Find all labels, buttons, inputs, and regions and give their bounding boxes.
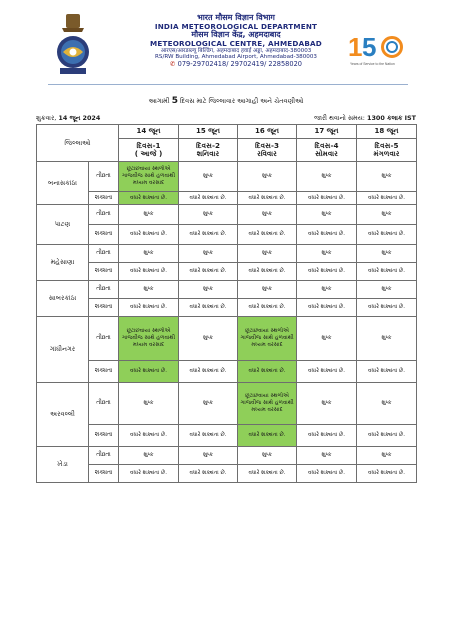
intensity-label: તીવ્રતા <box>89 205 119 225</box>
district-intensity-row <box>37 317 417 361</box>
intensity-cell: શુષ્ક <box>357 162 417 192</box>
district-column-header: જિલ્લાઓ <box>37 125 119 162</box>
district-probability-row <box>37 263 417 281</box>
probability-cell: વધારે શક્યતા છે. <box>179 425 238 447</box>
intensity-cell: શુષ્ક <box>238 205 297 225</box>
intensity-cell: શુષ્ક <box>119 205 179 225</box>
intensity-cell: શુષ્ક <box>179 205 238 225</box>
probability-cell: વધારે શક્યતા છે. <box>238 361 297 383</box>
day-header <box>297 139 357 162</box>
probability-cell: વધારે શક્યતા છે. <box>179 361 238 383</box>
national-emblem-logo <box>52 12 94 76</box>
centre-english: METEOROLOGICAL CENTRE, AHMEDABAD <box>150 38 322 48</box>
intensity-cell: છૂટાછવાયા સ્થળોએ ગાજવીજ સાથે હળવાથી મધ્યમ વરસાદ <box>119 317 179 361</box>
probability-cell: વધારે શક્યતા છે. <box>357 225 417 245</box>
probability-cell: વધારે શક્યતા છે. <box>357 361 417 383</box>
intensity-cell: શુષ્ક <box>357 383 417 425</box>
intensity-cell: શુષ્ક <box>297 205 357 225</box>
probability-cell: વધારે શક્યતા છે. <box>297 465 357 483</box>
intensity-cell: શુષ્ક <box>357 447 417 465</box>
intensity-cell: શુષ્ક <box>119 447 179 465</box>
intensity-cell: શુષ્ક <box>238 447 297 465</box>
intensity-label: તીવ્રતા <box>89 447 119 465</box>
date-header: 14 જૂન <box>119 125 179 139</box>
probability-cell: વધારે શક્યતા છે. <box>297 361 357 383</box>
headline-prefix: આગામી <box>148 97 170 105</box>
district-intensity-row <box>37 383 417 425</box>
probability-cell: વધારે શક્યતા છે. <box>119 425 179 447</box>
probability-cell: વધારે શક્યતા છે. <box>238 225 297 245</box>
day-number: દિવસ-5 <box>374 140 399 150</box>
probability-cell: વધારે શક્યતા છે. <box>119 299 179 317</box>
day-header <box>179 139 238 162</box>
probability-cell: વધારે શક્યતા છે. <box>297 225 357 245</box>
intensity-cell: શુષ્ક <box>238 162 297 192</box>
probability-cell: વધારે શક્યતા છે. <box>357 425 417 447</box>
probability-cell: વધારે શક્યતા છે. <box>238 465 297 483</box>
probability-cell: વધારે શક્યતા છે. <box>179 299 238 317</box>
address-hindi: आरएस/आरडब्ल्यू बिल्डिंग, अहमदाबाद हवाई अड्डा, अहमदाबाद-380003 <box>160 48 312 55</box>
district-name: સાબરકાંઠા <box>37 281 89 317</box>
svg-text:1: 1 <box>348 32 363 62</box>
intensity-cell: શુષ્ક <box>297 245 357 263</box>
intensity-cell: શુષ્ક <box>119 383 179 425</box>
probability-cell: વધારે શક્યતા છે. <box>179 225 238 245</box>
probability-cell: વધારે શક્યતા છે. <box>357 263 417 281</box>
probability-cell: વધારે શક્યતા છે. <box>119 225 179 245</box>
day-number: દિવસ-1 <box>136 140 161 150</box>
svg-text:5: 5 <box>362 32 377 62</box>
district-probability-row <box>37 225 417 245</box>
intensity-cell: શુષ્ક <box>357 205 417 225</box>
forecast-table <box>36 124 417 483</box>
district-probability-row <box>37 192 417 205</box>
centre-hindi: मौसम विज्ञान केंद्र, अहमदाबाद <box>191 30 281 40</box>
probability-cell: વધારે શક્યતા છે. <box>179 465 238 483</box>
probability-cell: વધારે શક્યતા છે. <box>297 192 357 205</box>
issue-time <box>314 114 416 123</box>
issue-date-value: 14 જૂન 2024 <box>58 114 101 122</box>
probability-cell: વધારે શક્યતા છે. <box>357 192 417 205</box>
district-name: મહેસાણા <box>37 245 89 281</box>
probability-label: શક્યતા <box>89 361 119 383</box>
district-name: બનાસકાંઠા <box>37 162 89 205</box>
intensity-cell: શુષ્ક <box>238 281 297 299</box>
probability-cell: વધારે શક્યતા છે. <box>119 465 179 483</box>
intensity-label: તીવ્રતા <box>89 245 119 263</box>
probability-cell: વધારે શક્યતા છે. <box>179 263 238 281</box>
title-hindi: भारत मौसम विज्ञान विभाग <box>197 13 275 22</box>
probability-label: શક્યતા <box>89 465 119 483</box>
probability-label: શક્યતા <box>89 425 119 447</box>
district-probability-row <box>37 425 417 447</box>
district-name: ગાંધીનગર <box>37 317 89 383</box>
district-probability-row <box>37 361 417 383</box>
intensity-label: તીવ્રતા <box>89 281 119 299</box>
issue-time-value: 1300 કલાક IST <box>367 114 416 122</box>
date-header-row <box>37 125 417 139</box>
probability-cell: વધારે શક્યતા છે. <box>119 361 179 383</box>
probability-cell: વધારે શક્યતા છે. <box>119 192 179 205</box>
intensity-cell: શુષ્ક <box>179 317 238 361</box>
day-name: રવિવાર <box>257 149 277 158</box>
forecast-headline <box>0 96 452 106</box>
day-number: દિવસ-2 <box>196 140 220 150</box>
issue-weekday: શુક્રવાર, <box>36 114 57 122</box>
forecast-table-body <box>37 162 417 483</box>
probability-cell: વધારે શક્યતા છે. <box>297 263 357 281</box>
intensity-cell: શુષ્ક <box>179 447 238 465</box>
district-name: અરવલ્લી <box>37 383 89 447</box>
probability-label: શક્યતા <box>89 299 119 317</box>
phone-numbers <box>118 61 354 68</box>
probability-cell: વધારે શક્યતા છે. <box>238 299 297 317</box>
day-number: દિવસ-3 <box>255 140 279 150</box>
day-number: દિવસ-4 <box>314 140 339 150</box>
intensity-cell: શુષ્ક <box>357 317 417 361</box>
probability-cell: વધારે શક્યતા છે. <box>179 192 238 205</box>
intensity-cell: શુષ્ક <box>297 447 357 465</box>
issue-date <box>36 114 100 123</box>
date-header: 18 જૂન <box>357 125 417 139</box>
header-divider <box>48 84 408 85</box>
day-header <box>357 139 417 162</box>
phone-icon: ✆ <box>170 59 176 68</box>
day-name: સોમવાર <box>315 149 338 158</box>
intensity-cell: શુષ્ક <box>119 281 179 299</box>
imd-150-years-logo <box>346 30 412 68</box>
intensity-cell: છૂટાછવાયા સ્થળોએ ગાજવીજ સાથે હળવાથી મધ્યમ વરસાદ <box>119 162 179 192</box>
department-title <box>118 14 354 68</box>
day-name: મંગળવાર <box>373 149 400 158</box>
district-name: પાટણ <box>37 205 89 245</box>
intensity-cell: શુષ્ક <box>238 245 297 263</box>
intensity-cell: શુષ્ક <box>179 383 238 425</box>
intensity-cell: શુષ્ક <box>357 245 417 263</box>
letterhead <box>0 0 452 84</box>
headline-days: 5 <box>171 96 178 106</box>
address-english: RS/RW Building, Ahmedabad Airport, Ahmedabad-380003 <box>155 54 317 61</box>
intensity-cell: શુષ્ક <box>297 162 357 192</box>
intensity-cell: શુષ્ક <box>179 281 238 299</box>
district-probability-row <box>37 299 417 317</box>
district-name: ખેડા <box>37 447 89 483</box>
headline-suffix: દિવસ માટે જિલ્લાવાર આગાહી અને ચેતવણીઓ <box>180 97 304 105</box>
district-intensity-row <box>37 281 417 299</box>
title-english: INDIA METEOROLOGICAL DEPARTMENT <box>154 21 318 31</box>
district-probability-row <box>37 465 417 483</box>
day-header <box>238 139 297 162</box>
probability-cell: વધારે શક્યતા છે. <box>119 263 179 281</box>
probability-cell: વધારે શક્યતા છે. <box>238 192 297 205</box>
issue-dateline <box>36 114 416 124</box>
day-name: ( આજે ) <box>134 149 163 158</box>
day-name: શનિવાર <box>196 149 220 158</box>
intensity-cell: શુષ્ક <box>297 281 357 299</box>
district-intensity-row <box>37 162 417 192</box>
intensity-cell: શુષ્ક <box>179 245 238 263</box>
intensity-cell: શુષ્ક <box>179 162 238 192</box>
intensity-cell: શુષ્ક <box>297 317 357 361</box>
date-header: 15 જૂન <box>179 125 238 139</box>
intensity-label: તીવ્રતા <box>89 162 119 192</box>
issue-time-label: જારી થવાનો સમય: <box>313 114 365 122</box>
intensity-cell: શુષ્ક <box>119 245 179 263</box>
probability-cell: વધારે શક્યતા છે. <box>238 425 297 447</box>
logo-tagline: Years of Service to the Nation <box>350 62 395 66</box>
date-header: 16 જૂન <box>238 125 297 139</box>
date-header: 17 જૂન <box>297 125 357 139</box>
intensity-cell: શુષ્ક <box>297 383 357 425</box>
intensity-cell: છૂટાછવાયા સ્થળોએ ગાજવીજ સાથે હળવાથી મધ્યમ વરસાદ <box>238 317 297 361</box>
probability-label: શક્યતા <box>89 263 119 281</box>
district-intensity-row <box>37 205 417 225</box>
intensity-label: તીવ્રતા <box>89 383 119 425</box>
district-intensity-row <box>37 447 417 465</box>
probability-cell: વધારે શક્યતા છે. <box>357 465 417 483</box>
district-intensity-row <box>37 245 417 263</box>
probability-cell: વધારે શક્યતા છે. <box>297 425 357 447</box>
probability-cell: વધારે શક્યતા છે. <box>238 263 297 281</box>
intensity-cell: શુષ્ક <box>357 281 417 299</box>
probability-label: શક્યતા <box>89 192 119 205</box>
intensity-cell: છૂટાછવાયા સ્થળોએ ગાજવીજ સાથે હળવાથી મધ્યમ વરસાદ <box>238 383 297 425</box>
probability-cell: વધારે શક્યતા છે. <box>357 299 417 317</box>
probability-label: શક્યતા <box>89 225 119 245</box>
probability-cell: વધારે શક્યતા છે. <box>297 299 357 317</box>
day-header <box>119 139 179 162</box>
phone-text: 079-29702418/ 29702419/ 22858020 <box>177 59 302 68</box>
intensity-label: તીવ્રતા <box>89 317 119 361</box>
